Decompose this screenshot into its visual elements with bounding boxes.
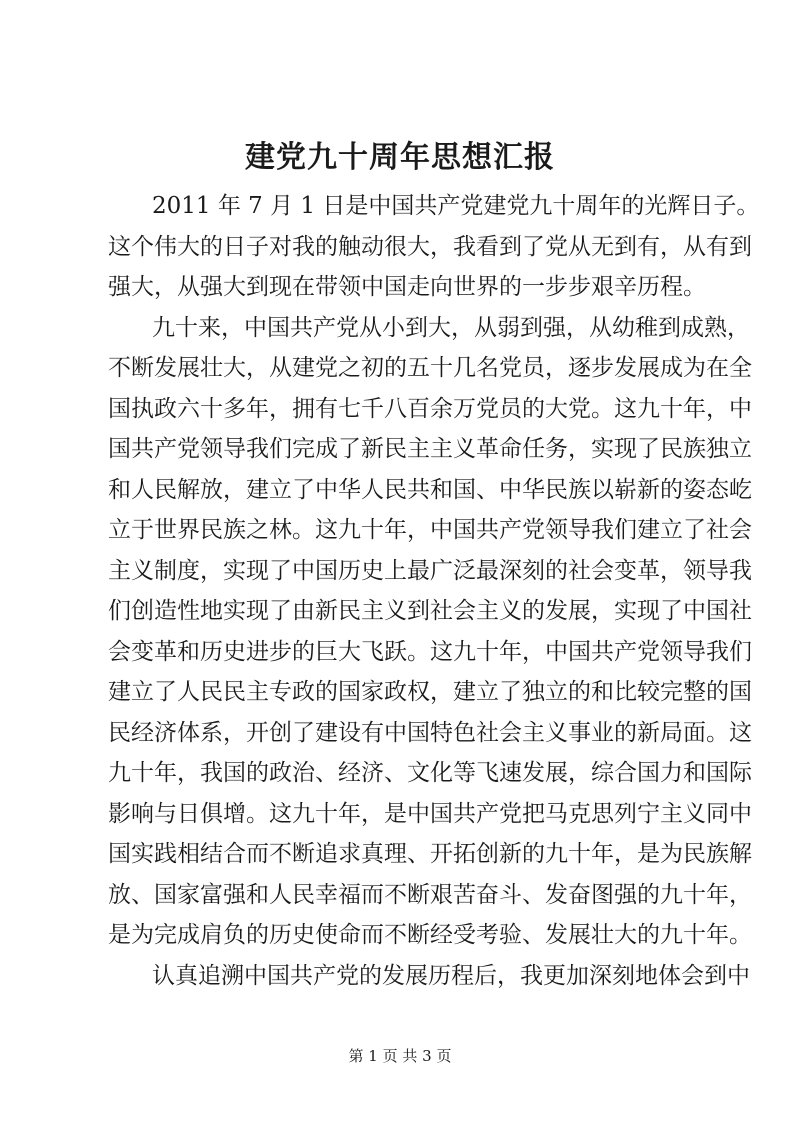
body-line: 九十年，我国的政治、经济、文化等飞速发展，综合国力和国际 <box>108 760 752 786</box>
document-title: 建党九十周年思想汇报 <box>245 140 555 175</box>
body-line: 不断发展壮大，从建党之初的五十几名党员，逐步发展成为在全 <box>108 355 752 381</box>
body-line: 立于世界民族之林。这九十年，中国共产党领导我们建立了社会 <box>108 517 752 543</box>
body-line: 国共产党领导我们完成了新民主主义革命任务，实现了民族独立 <box>108 436 752 462</box>
body-line: 这个伟大的日子对我的触动很大，我看到了党从无到有，从有到 <box>108 233 752 260</box>
body-line: 们创造性地实现了由新民主义到社会主义的发展，实现了中国社 <box>108 598 752 624</box>
body-line: 国执政六十多年，拥有七千八百余万党员的大党。这九十年，中 <box>108 395 752 422</box>
page-footer: 第 1 页 共 3 页 <box>348 1047 452 1065</box>
body-line: 会变革和历史进步的巨大飞跃。这九十年，中国共产党领导我们 <box>108 638 752 665</box>
body-line: 影响与日俱增。这九十年，是中国共产党把马克思列宁主义同中 <box>108 800 752 827</box>
body-line: 放、国家富强和人民幸福而不断艰苦奋斗、发奋图强的九十年， <box>108 881 752 908</box>
body-line: 认真追溯中国共产党的发展历程后，我更加深刻地体会到中 <box>152 962 750 989</box>
body-line: 和人民解放，建立了中华人民共和国、中华民族以崭新的姿态屹 <box>108 476 752 503</box>
body-line: 九十来，中国共产党从小到大，从弱到强，从幼稚到成熟， <box>152 314 750 341</box>
body-line: 2011 年 7 月 1 日是中国共产党建党九十周年的光辉日子。 <box>152 193 760 219</box>
body-line: 强大，从强大到现在带领中国走向世界的一步步艰辛历程。 <box>108 274 706 300</box>
body-line: 主义制度，实现了中国历史上最广泛最深刻的社会变革，领导我 <box>108 557 752 584</box>
body-line: 国实践相结合而不断追求真理、开拓创新的九十年，是为民族解 <box>108 841 752 867</box>
document-body <box>108 186 760 996</box>
body-line: 建立了人民民主专政的国家政权，建立了独立的和比较完整的国 <box>108 679 752 705</box>
body-line: 是为完成肩负的历史使命而不断经受考验、发展壮大的九十年。 <box>108 922 752 948</box>
body-line: 民经济体系，开创了建设有中国特色社会主义事业的新局面。这 <box>108 719 752 746</box>
